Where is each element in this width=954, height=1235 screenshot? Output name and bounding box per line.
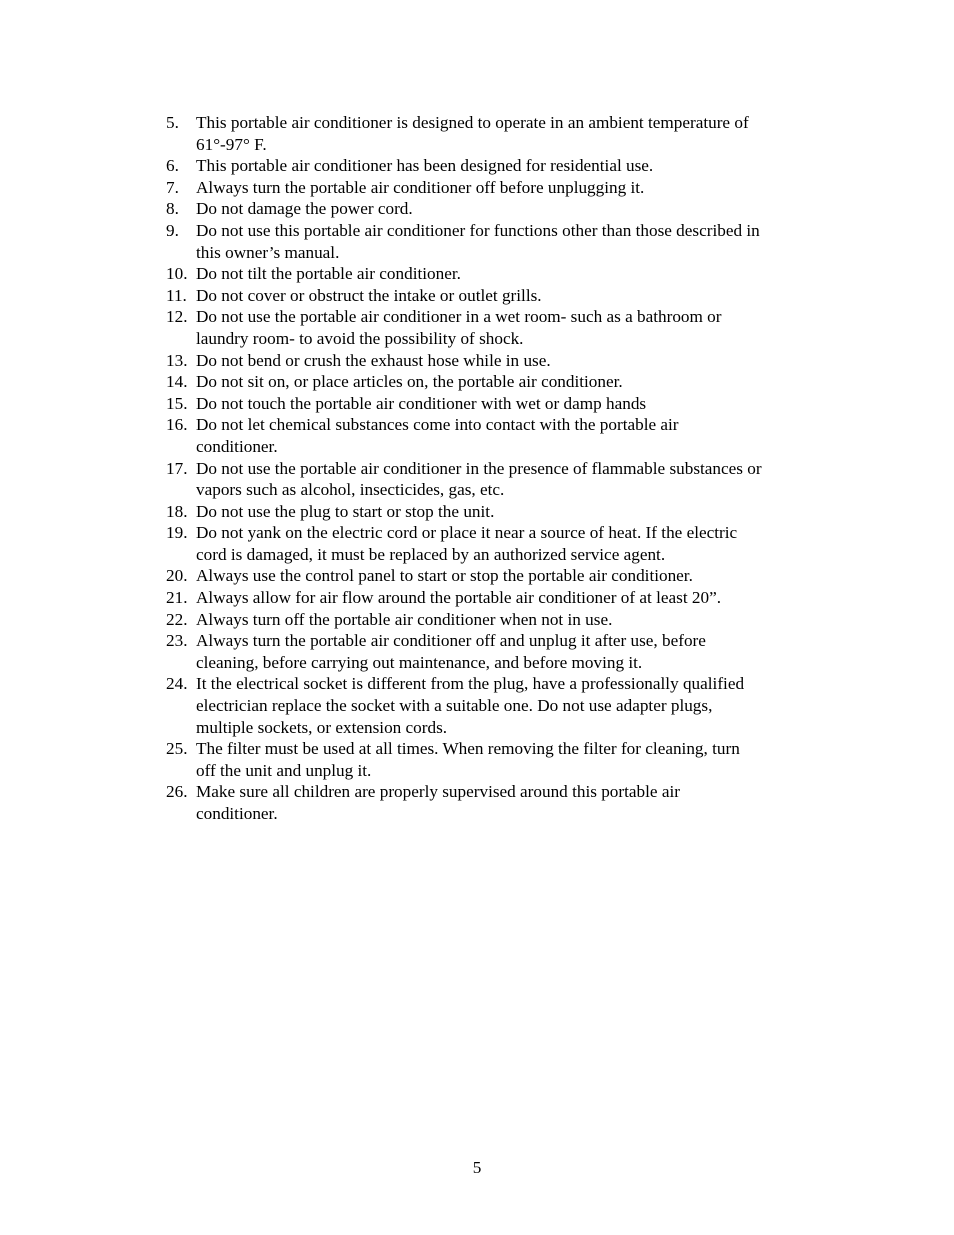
item-text: Do not let chemical substances come into contact with the portable air conditioner.	[196, 415, 679, 456]
item-text: Do not damage the power cord.	[196, 199, 413, 219]
item-text: Always turn the portable air conditioner off and unplug it after use, before cleaning, before carrying out maintenance, and before moving it.	[196, 631, 706, 672]
item-text: This portable air conditioner is designed to operate in an ambient temperature of 61°-97° F.	[196, 113, 749, 154]
item-text: Do not cover or obstruct the intake or outlet grills.	[196, 285, 542, 305]
item-number: 14.	[166, 372, 188, 392]
item-text: Do not use this portable air conditioner for functions other than those described in this owner’s manual.	[196, 220, 760, 262]
item-text: Do not sit on, or place articles on, the portable air conditioner.	[196, 372, 623, 392]
item-text: Do not tilt the portable air conditioner.	[196, 264, 461, 284]
item-number: 22.	[166, 609, 188, 629]
list-item	[166, 371, 826, 393]
item-text: Do not touch the portable air conditioner with wet or damp hands	[196, 393, 647, 413]
item-number: 10.	[166, 264, 188, 284]
list-item	[166, 458, 826, 501]
list-item	[166, 738, 826, 781]
item-number: 18.	[166, 501, 188, 521]
item-number: 15.	[166, 393, 188, 413]
item-number: 21.	[166, 588, 188, 608]
list-item	[166, 565, 826, 587]
list-item	[166, 393, 826, 415]
item-number: 20.	[166, 566, 188, 586]
list-item	[166, 198, 826, 220]
item-number: 5.	[166, 113, 179, 132]
item-number: 9.	[166, 220, 179, 240]
item-number: 23.	[166, 631, 188, 651]
list-item	[166, 112, 826, 155]
item-number: 17.	[166, 458, 188, 478]
list-item	[166, 501, 826, 523]
list-item	[166, 155, 826, 177]
list-item	[166, 587, 826, 609]
item-number: 19.	[166, 523, 188, 543]
list-item	[166, 263, 826, 285]
list-item	[166, 285, 826, 307]
list-item	[166, 177, 826, 199]
item-text: Do not use the portable air conditioner in a wet room- such as a bathroom or laundry room- to avoid the possibility of shock.	[196, 307, 722, 348]
item-number: 13.	[166, 350, 188, 370]
item-text: Do not bend or crush the exhaust hose while in use.	[196, 350, 551, 370]
item-text: Do not yank on the electric cord or place it near a source of heat. If the electric cord is damaged, it must be replaced by an authorized service agent.	[196, 523, 738, 564]
item-number: 24.	[166, 674, 188, 694]
list-item	[166, 630, 826, 673]
item-number: 8.	[166, 199, 179, 219]
item-text: Always turn the portable air conditioner off before unplugging it.	[196, 177, 645, 197]
list-item	[166, 220, 826, 263]
item-text: It the electrical socket is different from the plug, have a professionally qualified electrician replace the socket with a suitable one. Do not use adapter plugs, multiple sockets, or extension cords.	[196, 674, 745, 737]
list-item	[166, 350, 826, 372]
list-item	[166, 414, 826, 457]
list-item	[166, 609, 826, 631]
item-number: 26.	[166, 782, 188, 802]
item-text: Always turn off the portable air conditioner when not in use.	[196, 609, 613, 629]
list-item	[166, 306, 826, 349]
item-text: Make sure all children are properly supervised around this portable air conditioner.	[196, 782, 680, 823]
page-number: 5	[472, 1158, 482, 1177]
safety-instructions-list	[166, 112, 826, 825]
list-item	[166, 673, 826, 738]
list-item	[166, 781, 826, 824]
item-text: Do not use the plug to start or stop the unit.	[196, 501, 495, 521]
item-text: The filter must be used at all times. When removing the filter for cleaning, turn off the unit and unplug it.	[196, 739, 740, 780]
item-number: 25.	[166, 739, 188, 759]
item-number: 11.	[166, 285, 187, 305]
item-number: 12.	[166, 307, 188, 327]
item-text: Always use the control panel to start or stop the portable air conditioner.	[196, 566, 693, 586]
item-number: 16.	[166, 415, 188, 435]
list-item	[166, 522, 826, 565]
item-text: Always allow for air flow around the portable air conditioner of at least 20”.	[196, 588, 721, 608]
item-text: This portable air conditioner has been designed for residential use.	[196, 156, 654, 176]
item-number: 6.	[166, 156, 179, 176]
item-number: 7.	[166, 177, 179, 197]
item-text: Do not use the portable air conditioner in the presence of flammable substances or vapors such as alcohol, insecticides, gas, etc.	[196, 458, 762, 500]
